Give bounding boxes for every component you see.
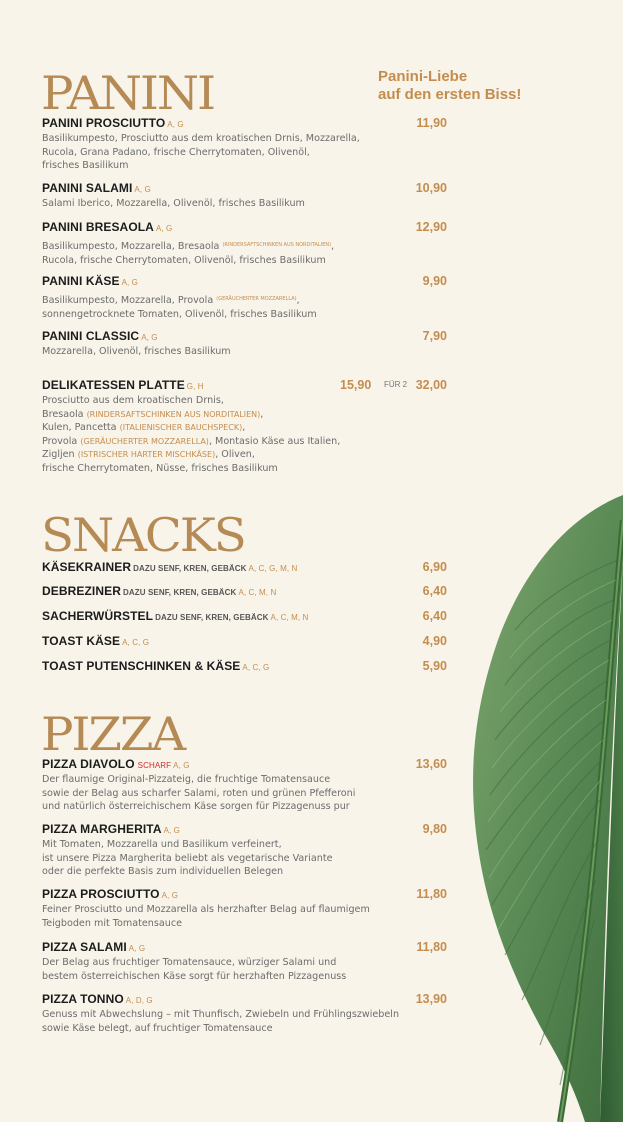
item-price-for-two: 32,00 [415,378,447,392]
item-price: 11,90 [416,116,447,130]
spicy-label: SCHARF [137,761,172,770]
item-description: Basilikumpesto, Mozzarella, Provola $^{(GERÄUCHERTER MOZZARELLA)}$, sonnengetrocknete Tomaten, Olivenöl, frisches Basilikum [42,295,317,320]
item-name: DELIKATESSEN PLATTE [42,378,185,392]
item-price: 11,80 [416,887,447,901]
menu-item-sacherwuerstel [42,609,447,625]
item-description: Basilikumpesto, Mozzarella, Bresaola $^{(RINDERSAFTSCHINKEN AUS NORDITALIEN)}$, Rucola, frische Cherrytomaten, Olivenöl, frisches Basilikum [42,241,335,266]
item-name: KÄSEKRAINER [42,560,132,574]
item-name: PANINI BRESAOLA [42,220,154,234]
menu-item-pizza-prosciutto [42,887,447,930]
menu-item-delikatessen-platte [42,378,447,475]
item-price: 5,90 [422,659,447,673]
item-price: 7,90 [422,329,447,343]
item-description: Prosciutto aus dem kroatischen Drnis, Bresaola (RINDERSAFTSCHINKEN AUS NORDITALIEN), Kulen, Pancetta (ITALIENISCHER BAUCHSPECK), Provola (GERÄUCHERTER MOZZARELLA), Montasio Käse aus Italien, Zigljen (ISTRISCHER HARTER MISCHKÄSE), Oliven, frische Cherrytomaten, Nüsse, frisches Basilikum [42,395,341,474]
menu-item-panini-classic [42,329,447,359]
allergen-codes: A, G [161,891,179,900]
allergen-codes: A, G [134,185,151,194]
item-description: Mit Tomaten, Mozzarella und Basilikum verfeinert, ist unsere Pizza Margherita beliebt als vegetarische Variante oder die perfekte Basis zum individuellen Belegen [42,839,333,877]
item-price: 9,80 [422,822,447,836]
item-name: PIZZA MARGHERITA [42,822,162,836]
item-name: PIZZA SALAMI [42,940,127,954]
menu-item-panini-salami [42,181,447,211]
item-name: PIZZA PROSCIUTTO [42,887,160,901]
allergen-codes: A, G [128,944,146,953]
item-price: 13,60 [415,757,447,771]
menu-item-debreziner [42,584,447,600]
item-sides: DAZU SENF, KREN, GEBÄCK [123,588,237,597]
menu-item-panini-kaese [42,274,447,321]
item-price: 4,90 [422,634,447,648]
item-description: Der flaumige Original-Pizzateig, die fruchtige Tomatensauce sowie der Belag aus scharfer Salami, roten und grünen Pfefferoni und natürlich österreichischem Käse sorgen für Pizzagenuss pur [42,774,356,812]
tagline-line-1: Panini-Liebe [378,68,468,85]
item-name: TOAST PUTENSCHINKEN & KÄSE [42,659,241,673]
item-description: Basilikumpesto, Prosciutto aus dem kroatischen Drnis, Mozzarella, Rucola, Grana Padano, frische Cherrytomaten, Olivenöl, frisches Basilikum [42,133,360,171]
item-name: PIZZA DIAVOLO [42,757,135,771]
menu-item-panini-bresaola [42,220,447,267]
item-description: Genuss mit Abwechslung – mit Thunfisch, Zwiebeln und Frühlingszwiebeln sowie Käse belegt, auf fruchtiger Tomatensauce [42,1009,400,1034]
item-description: Der Belag aus fruchtiger Tomatensauce, würziger Salami und bestem österreichischen Käse sorgt für herzhaften Pizzagenuss [42,957,347,982]
item-description: Salami Iberico, Mozzarella, Olivenöl, frisches Basilikum [42,198,305,209]
item-name: SACHERWÜRSTEL [42,609,154,623]
item-price: 11,80 [416,940,447,954]
item-name: DEBREZINER [42,584,122,598]
tagline-line-2: auf den ersten Biss! [378,86,522,103]
allergen-codes: A, C, G [242,663,270,672]
section-title-panini: PANINI [41,66,215,120]
price-for-two-label: FÜR 2 [384,380,408,389]
menu-item-kaesekrainer [42,560,447,576]
menu-item-toast-kaese [42,634,447,650]
allergen-codes: G, H [186,382,204,391]
item-description: Feiner Prosciutto und Mozzarella als herzhafter Belag auf flaumigem Teigboden mit Tomatensauce [42,904,370,929]
allergen-codes: A, C, G [122,638,150,647]
menu-item-panini-prosciutto [42,116,447,173]
allergen-codes: A, G [163,826,180,835]
allergen-codes: A, G [173,761,190,770]
allergen-codes: A, C, M, N [270,613,309,622]
item-name: PANINI KÄSE [42,274,120,288]
allergen-codes: A, G [167,120,184,129]
allergen-codes: A, G [155,224,173,233]
allergen-codes: A, C, M, N [238,588,277,597]
item-price: 6,90 [422,560,447,574]
item-price: 6,40 [422,609,447,623]
panini-tagline [378,68,521,104]
menu-item-pizza-margherita [42,822,447,879]
menu-item-pizza-diavolo [42,757,447,814]
allergen-codes: A, G [121,278,138,287]
menu-item-toast-putenschinken-kaese [42,659,447,675]
item-description: Mozzarella, Olivenöl, frisches Basilikum [42,346,231,357]
item-name: PIZZA TONNO [42,992,124,1006]
item-name: PANINI CLASSIC [42,329,140,343]
item-name: PANINI PROSCIUTTO [42,116,166,130]
item-name: TOAST KÄSE [42,634,121,648]
item-sides: DAZU SENF, KREN, GEBÄCK [133,564,247,573]
section-title-pizza: PIZZA [41,707,185,761]
item-price: 10,90 [415,181,447,195]
item-name: PANINI SALAMI [42,181,133,195]
menu-item-pizza-salami [42,940,447,983]
item-price: 6,40 [422,584,447,598]
item-sides: DAZU SENF, KREN, GEBÄCK [155,613,269,622]
item-price: 12,90 [415,220,447,234]
allergen-codes: A, G [141,333,158,342]
section-title-snacks: SNACKS [41,508,245,562]
item-price: 13,90 [415,992,447,1006]
allergen-codes: A, C, G, M, N [248,564,298,573]
menu-item-pizza-tonno [42,992,447,1035]
item-price: 9,90 [422,274,447,288]
allergen-codes: A, D, G [125,996,153,1005]
item-price: 15,90 [340,378,372,392]
